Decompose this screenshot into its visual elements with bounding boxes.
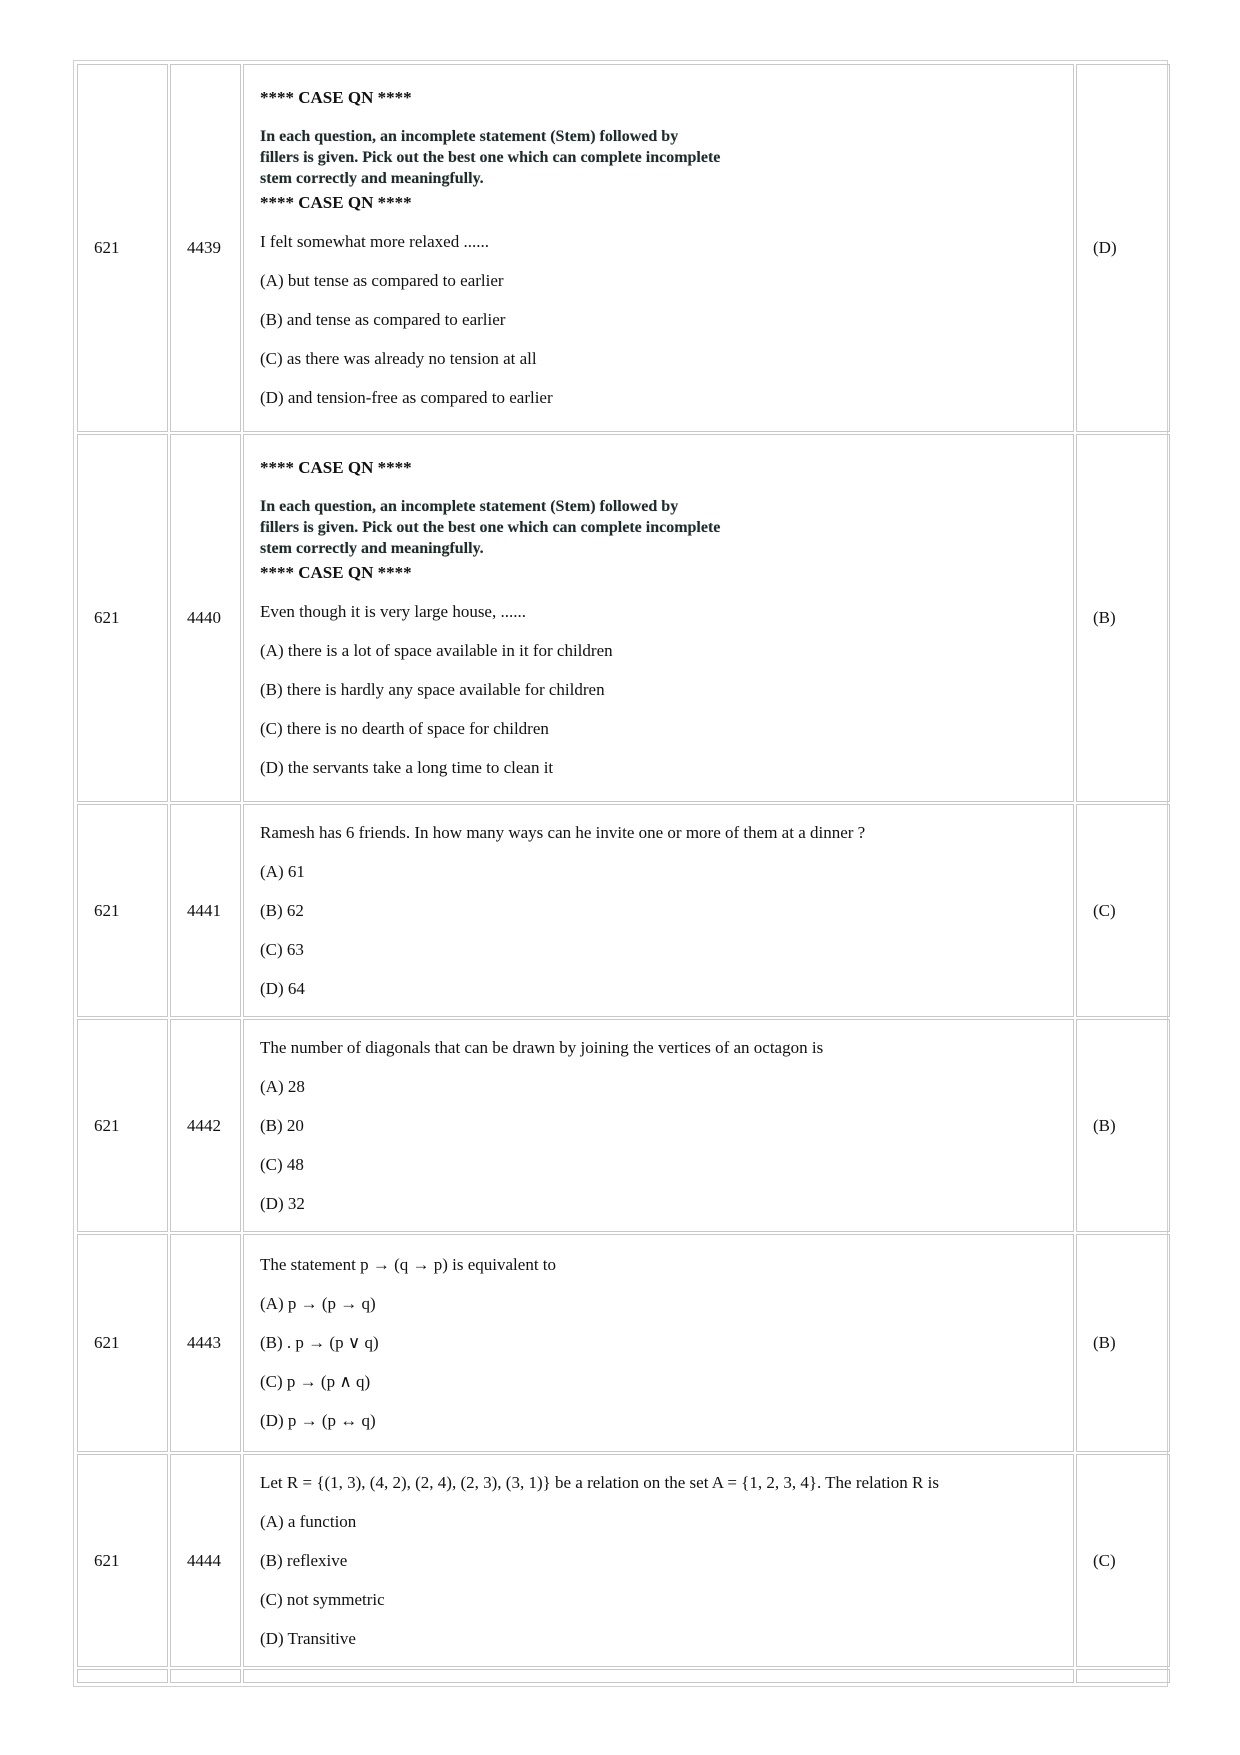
option-c: (C) 48 xyxy=(260,1154,304,1174)
option-b: (B) 20 xyxy=(260,1115,304,1135)
table-row xyxy=(77,434,1170,802)
table-row xyxy=(77,804,1170,1017)
question-number: 4442 xyxy=(170,1019,241,1232)
case-marker: **** CASE QN **** xyxy=(260,88,412,107)
paper-code: 621 xyxy=(77,804,168,1017)
question-table xyxy=(75,62,1172,1685)
question-stem: Let R = {(1, 3), (4, 2), (2, 4), (2, 3), (3, 1)} be a relation on the set A = {1, 2, 3, 4}. The relation R is xyxy=(260,1472,939,1492)
instruction-line: fillers is given. Pick out the best one which can complete incomplete xyxy=(260,519,721,536)
table-row xyxy=(77,1234,1170,1452)
table-row xyxy=(77,64,1170,432)
table-row xyxy=(77,1019,1170,1232)
answer-key: (D) xyxy=(1076,64,1170,432)
option-b: (B) and tense as compared to earlier xyxy=(260,310,506,329)
question-cell xyxy=(243,1234,1074,1452)
question-cell xyxy=(243,804,1074,1017)
case-instruction xyxy=(260,126,780,189)
option-c: (C) there is no dearth of space for children xyxy=(260,719,549,738)
question-number: 4440 xyxy=(170,434,241,802)
paper-code: 621 xyxy=(77,1234,168,1452)
question-stem: Even though it is very large house, ...... xyxy=(260,602,526,621)
option-a: (A) there is a lot of space available in it for children xyxy=(260,641,613,660)
option-a: (A) p → (p → q) xyxy=(260,1294,376,1313)
table-row-cutoff xyxy=(77,1669,1170,1683)
option-c: (C) as there was already no tension at all xyxy=(260,349,537,368)
option-c: (C) 63 xyxy=(260,939,304,959)
option-d: (D) and tension-free as compared to earlier xyxy=(260,388,553,407)
paper-code: 621 xyxy=(77,1019,168,1232)
question-stem: The number of diagonals that can be drawn by joining the vertices of an octagon is xyxy=(260,1037,824,1057)
option-a: (A) but tense as compared to earlier xyxy=(260,271,504,290)
option-b: (B) 62 xyxy=(260,900,304,920)
table-row xyxy=(77,1454,1170,1667)
answer-key: (C) xyxy=(1076,1454,1170,1667)
option-c: (C) p → (p ∧ q) xyxy=(260,1372,371,1391)
question-sheet xyxy=(73,60,1168,1687)
answer-key: (B) xyxy=(1076,1234,1170,1452)
answer-key: (B) xyxy=(1076,434,1170,802)
paper-code: 621 xyxy=(77,434,168,802)
question-number: 4439 xyxy=(170,64,241,432)
answer-key: (C) xyxy=(1076,804,1170,1017)
option-a: (A) a function xyxy=(260,1511,357,1531)
answer-key: (B) xyxy=(1076,1019,1170,1232)
question-stem: The statement p → (q → p) is equivalent to xyxy=(260,1255,557,1274)
question-cell xyxy=(243,64,1074,432)
option-d: (D) 64 xyxy=(260,978,305,998)
option-b: (B) . p → (p ∨ q) xyxy=(260,1333,379,1352)
option-d: (D) Transitive xyxy=(260,1628,356,1648)
paper-code: 621 xyxy=(77,1454,168,1667)
instruction-line: stem correctly and meaningfully. xyxy=(260,170,484,187)
option-d: (D) the servants take a long time to clean it xyxy=(260,758,554,777)
option-d: (D) p → (p ↔ q) xyxy=(260,1411,376,1430)
case-marker: **** CASE QN **** xyxy=(260,193,412,212)
case-marker: **** CASE QN **** xyxy=(260,563,412,582)
question-number: 4444 xyxy=(170,1454,241,1667)
case-marker: **** CASE QN **** xyxy=(260,458,412,477)
option-b: (B) there is hardly any space available for children xyxy=(260,680,605,699)
instruction-line: In each question, an incomplete statement (Stem) followed by xyxy=(260,498,679,515)
question-number: 4443 xyxy=(170,1234,241,1452)
question-number: 4441 xyxy=(170,804,241,1017)
instruction-line: In each question, an incomplete statement (Stem) followed by xyxy=(260,128,679,145)
paper-code: 621 xyxy=(77,64,168,432)
option-d: (D) 32 xyxy=(260,1193,305,1213)
option-c: (C) not symmetric xyxy=(260,1589,385,1609)
instruction-line: stem correctly and meaningfully. xyxy=(260,540,484,557)
question-cell xyxy=(243,1454,1074,1667)
option-a: (A) 28 xyxy=(260,1076,305,1096)
case-instruction xyxy=(260,496,780,559)
question-cell xyxy=(243,1019,1074,1232)
question-cell xyxy=(243,434,1074,802)
option-b: (B) reflexive xyxy=(260,1550,348,1570)
instruction-line: fillers is given. Pick out the best one which can complete incomplete xyxy=(260,149,721,166)
question-stem: I felt somewhat more relaxed ...... xyxy=(260,232,489,251)
option-a: (A) 61 xyxy=(260,861,305,881)
question-stem: Ramesh has 6 friends. In how many ways can he invite one or more of them at a dinner ? xyxy=(260,822,866,842)
